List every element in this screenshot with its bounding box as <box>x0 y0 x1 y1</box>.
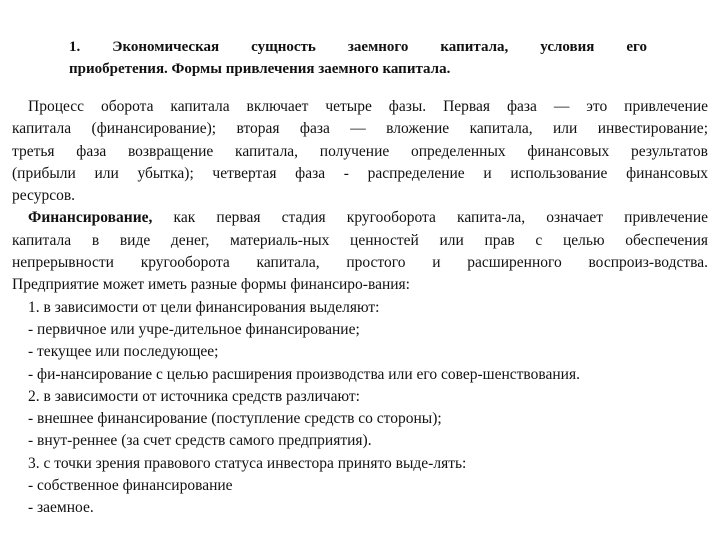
heading-line-2: приобретения. Формы привлечения заемного капитала. <box>69 61 451 77</box>
text-fragment: как первая стадия кругооборота капита-ла, означает привлечение <box>152 209 708 227</box>
list-item: - собственное финансирование <box>28 477 233 495</box>
paragraph-financing <box>12 207 708 296</box>
list-item: - внешнее финансирование (поступление средств со стороны); <box>28 410 442 428</box>
text-line: третья фаза возвращение капитала, получение определенных финансовых результатов <box>12 142 708 160</box>
text-line: Процесс оборота капитала включает четыре фазы. Первая фаза — это привлечение <box>28 98 708 115</box>
section-heading <box>69 36 647 80</box>
list-item: - заемное. <box>28 499 94 517</box>
text-line: ресурсов. <box>12 187 76 205</box>
list-item: 3. с точки зрения правового статуса инвестора принято выде-лять: <box>28 454 467 472</box>
text-line: (прибыли или убытка); четвертая фаза - распределение и использование финансовых <box>12 164 708 182</box>
text-line: капитала в виде денег, материаль-ных ценностей или прав с целью обеспечения <box>12 231 708 249</box>
paragraph-phases <box>12 96 708 207</box>
text-line: капитала (финансирование); вторая фаза — вложение капитала, или инвестирование; <box>12 120 708 138</box>
list-item: - внут-реннее (за счет средств самого предприятия). <box>28 432 372 450</box>
text-line: Предприятие может иметь разные формы финансиро-вания: <box>12 276 410 294</box>
document-body <box>12 96 708 520</box>
list-item: - фи-нансирование с целью расширения производства или его совер-шенствования. <box>28 365 580 383</box>
list-item: 2. в зависимости от источника средств различают: <box>28 387 360 405</box>
text-line <box>12 207 708 229</box>
heading-line-1: 1. Экономическая сущность заемного капитала, условия его <box>69 39 647 55</box>
term-financing: Финансирование, <box>28 209 153 227</box>
financing-list <box>12 297 708 520</box>
list-item: - первичное или учре-дительное финансирование; <box>28 320 360 338</box>
list-item: 1. в зависимости от цели финансирования выделяют: <box>28 298 380 316</box>
text-line: непрерывности кругооборота капитала, простого и расширенного воспроиз-водства. <box>12 254 708 272</box>
list-item: - текущее или последующее; <box>28 343 219 361</box>
